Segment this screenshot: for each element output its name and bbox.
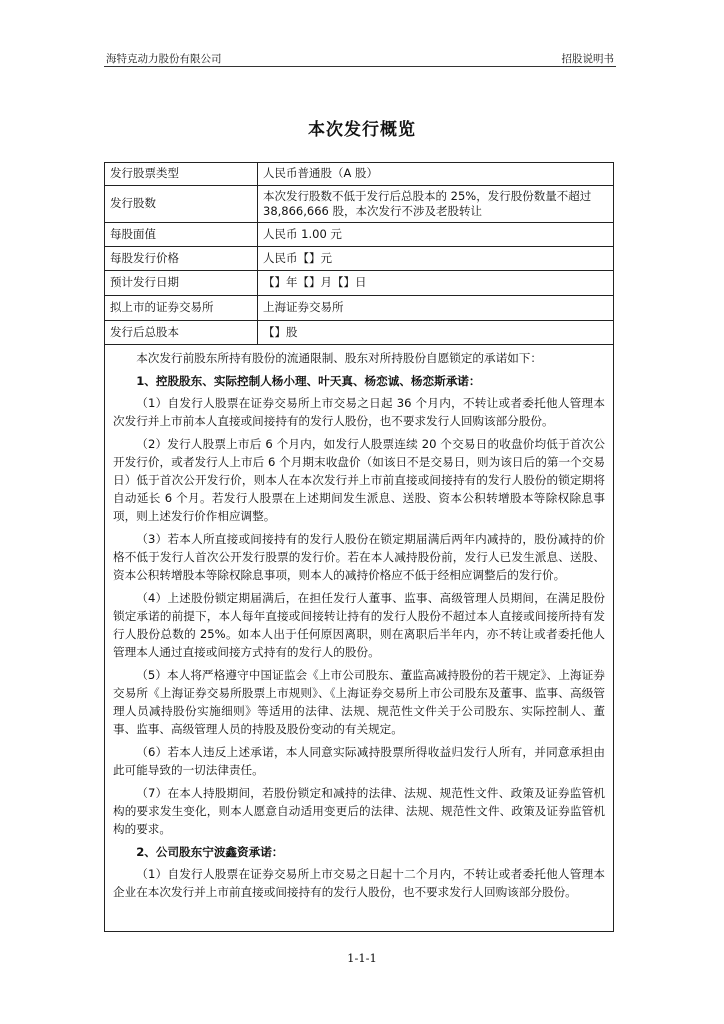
paragraph: （1）自发行人股票在证券交易所上市交易之日起 36 个月内，不转让或者委托他人管理本次发行并上市前本人直接或间接持有的发行人股份，也不要求发行人回购该部分股份。 (113, 395, 605, 428)
commitment-text (105, 345, 613, 901)
row-label: 预计发行日期 (105, 270, 258, 295)
paragraph: （6）若本人违反上述承诺，本人同意实际减持股票所得收益归发行人所有，并同意承担由此可能导致的一切法律责任。 (113, 744, 605, 777)
paragraph: （5）本人将严格遵守中国证监会《上市公司股东、董监高减持股份的若干规定》、上海证券交易所《上海证券交易所股票上市规则》、《上海证券交易所上市公司股东及董事、监事、高级管理人员减持股份实施细则》等适用的法律、法规、规范性文件关于公司股东、实际控制人、董事、监事、高级管理人员的持股及股份变动的有关规定。 (113, 667, 605, 736)
table-row (105, 185, 613, 222)
table-row (105, 222, 613, 246)
table-row (105, 320, 613, 344)
row-label: 每股面值 (105, 222, 258, 246)
intro-paragraph: 本次发行前股东所持有股份的流通限制、股东对所持股份自愿锁定的承诺如下： (136, 350, 542, 365)
page-header (104, 50, 616, 66)
paragraph: （1）自发行人股票在证券交易所上市交易之日起十二个月内，不转让或者委托他人管理本企业在本次发行并上市前直接或间接持有的发行人股份，也不要求发行人回购该部分股份。 (113, 866, 605, 899)
page-title: 本次发行概览 (308, 120, 416, 140)
row-label: 发行股数 (105, 185, 258, 222)
table-row (105, 270, 613, 295)
header-doc-type: 招股说明书 (561, 53, 614, 65)
row-label: 发行后总股本 (105, 320, 258, 344)
paragraph: （4）上述股份锁定期届满后，在担任发行人董事、监事、高级管理人员期间，在满足股份锁定承诺的前提下，本人每年直接或间接转让持有的发行人股份不超过本人直接或间接所持有发行人股份总数的 25%。如本人出于任何原因离职，则在离职后半年内，亦不转让或者委托他人管理本人通过直接或间接方式持有的发行人的股份。 (113, 590, 605, 659)
row-value: 人民币普通股（A 股） (258, 163, 614, 185)
row-value: 上海证券交易所 (258, 295, 614, 320)
paragraph: （7）在本人持股期间，若股份锁定和减持的法律、法规、规范性文件、政策及证券监管机构的要求发生变化，则本人愿意自动适用变更后的法律、法规、规范性文件、政策及证券监管机构的要求。 (113, 785, 605, 836)
paragraph: （2）发行人股票上市后 6 个月内，如发行人股票连续 20 个交易日的收盘价均低于首次公开发行价，或者发行人上市后 6 个月期末收盘价（如该日不是交易日，则为该日后的第一个交易日）低于首次公开发行价，则本人在本次发行并上市前直接或间接持有的发行人股份的锁定期将自动延长 6 个月。若发行人股票在上述期间发生派息、送股、资本公积转增股本等除权除息事项，则上述发行价作相应调整。 (113, 436, 605, 523)
row-label: 拟上市的证券交易所 (105, 295, 258, 320)
header-rule (104, 66, 616, 67)
row-value: 【】年【】月【】日 (258, 270, 614, 295)
paragraph: （3）若本人所直接或间接持有的发行人股份在锁定期届满后两年内减持的，股份减持的价格不低于发行人首次公开发行股票的发行价。若在本人减持股份前，发行人已发生派息、送股、资本公积转增股本等除权除息事项，则本人的减持价格应不低于经相应调整后的发行价。 (113, 531, 605, 582)
overview-table (105, 163, 613, 345)
table-row (105, 295, 613, 320)
row-value: 本次发行股数不低于发行后总股本的 25%，发行股份数量不超过 38,866,666 股，本次发行不涉及老股转让 (258, 185, 614, 222)
row-value: 人民币【】元 (258, 246, 614, 270)
row-label: 每股发行价格 (105, 246, 258, 270)
table-row (105, 163, 613, 185)
section-heading-ningbo-xinzi: 2、公司股东宁波鑫资承诺： (136, 844, 284, 859)
section-heading-controlling-shareholders: 1、控股股东、实际控制人杨小理、叶天真、杨恋诚、杨恋斯承诺： (136, 373, 481, 388)
row-label: 发行股票类型 (105, 163, 258, 185)
page-number: 1-1-1 (347, 951, 377, 965)
table-row (105, 246, 613, 270)
header-company: 海特克动力股份有限公司 (106, 53, 222, 65)
row-value: 【】股 (258, 320, 614, 344)
row-value: 人民币 1.00 元 (258, 222, 614, 246)
overview-box (104, 162, 614, 932)
